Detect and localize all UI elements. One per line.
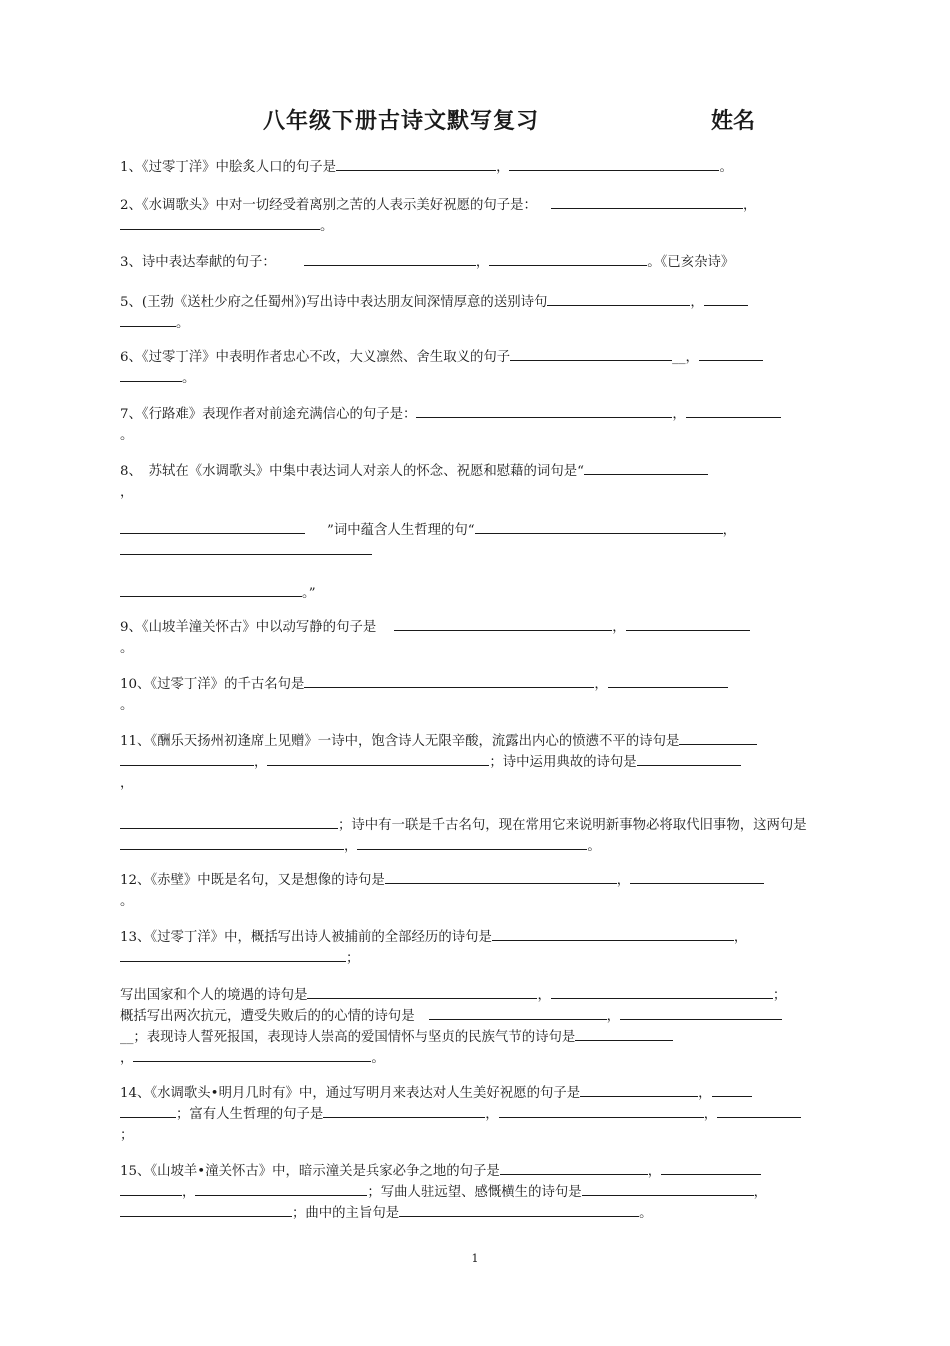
answer-blank[interactable] (195, 1182, 367, 1196)
answer-blank[interactable] (399, 1203, 639, 1217)
answer-blank[interactable] (584, 461, 708, 475)
question-3: 3、诗中表达奉献的句子： ， 。《已亥杂诗》 (120, 252, 832, 273)
question-5: 5、(王勃《送杜少府之任蜀州》)写出诗中表达朋友间深情厚意的送别诗句 ， 。 (120, 292, 832, 334)
answer-blank[interactable] (120, 216, 320, 230)
question-2: 2、《水调歌头》中对一切经受着离别之苦的人表示美好祝愿的句子是： ， 。 (120, 195, 832, 237)
page-title: 八年级下册古诗文默写复习 (263, 109, 540, 134)
answer-blank[interactable] (304, 252, 476, 266)
question-text: 2、《水调歌头》中对一切经受着离别之苦的人表示美好祝愿的句子是： (120, 198, 537, 213)
answer-blank[interactable] (120, 815, 338, 829)
answer-blank[interactable] (357, 836, 587, 850)
answer-blank[interactable] (336, 157, 496, 171)
answer-blank[interactable] (307, 985, 537, 999)
answer-blank[interactable] (394, 617, 612, 631)
answer-blank[interactable] (637, 752, 741, 766)
answer-blank[interactable] (323, 1104, 485, 1118)
answer-blank[interactable] (551, 195, 743, 209)
answer-blank[interactable] (661, 1161, 761, 1175)
answer-blank[interactable] (509, 157, 719, 171)
question-12: 12、《赤壁》中既是名句，又是想像的诗句是 ， 。 (120, 870, 832, 912)
question-text: 10、《过零丁洋》的千古名句是 (120, 677, 305, 692)
question-8: 8、 苏轼在《水调歌头》中集中表达词人对亲人的怀念、祝愿和慰藉的词句是“ ， (120, 461, 832, 503)
answer-blank[interactable] (429, 1006, 607, 1020)
answer-blank[interactable] (489, 252, 647, 266)
question-text: 11、《酬乐天扬州初逢席上见赠》一诗中，饱含诗人无限辛酸，流露出内心的愤懑不平的诗句是 (120, 734, 680, 749)
question-text: 6、《过零丁洋》中表明作者忠心不改，大义凛然、舍生取义的句子 (120, 350, 511, 365)
answer-blank[interactable] (120, 520, 305, 534)
answer-blank[interactable] (500, 1161, 648, 1175)
answer-blank[interactable] (510, 347, 672, 361)
question-text: 3、诗中表达奉献的句子： (120, 255, 276, 270)
answer-blank[interactable] (679, 731, 757, 745)
answer-blank[interactable] (120, 1104, 176, 1118)
answer-blank[interactable] (499, 1104, 704, 1118)
answer-blank[interactable] (133, 1048, 371, 1062)
answer-blank[interactable] (120, 948, 346, 962)
answer-blank[interactable] (580, 1083, 698, 1097)
answer-blank[interactable] (120, 752, 254, 766)
question-10: 10、《过零丁洋》的千古名句是 ， 。 (120, 674, 832, 716)
question-text: 1、《过零丁洋》中脍炙人口的句子是 (120, 160, 337, 175)
question-9: 9、《山坡羊潼关怀古》中以动写静的句子是 ， 。 (120, 617, 832, 659)
question-text: 14、《水调歌头•明月几时有》中，通过写明月来表达对人生美好祝愿的句子是 (120, 1086, 581, 1101)
question-7: 7、《行路难》表现作者对前途充满信心的句子是： ， 。 (120, 404, 832, 446)
answer-blank[interactable] (120, 1182, 182, 1196)
question-text: 8、 苏轼在《水调歌头》中集中表达词人对亲人的怀念、祝愿和慰藉的词句是“ (120, 464, 584, 479)
name-label: 姓名 (711, 109, 756, 134)
answer-blank[interactable] (699, 347, 763, 361)
answer-blank[interactable] (686, 404, 781, 418)
question-1: 1、《过零丁洋》中脍炙人口的句子是 ， 。 (120, 157, 832, 178)
answer-blank[interactable] (267, 752, 489, 766)
answer-blank[interactable] (575, 1027, 673, 1041)
question-14: 14、《水调歌头•明月几时有》中，通过写明月来表达对人生美好祝愿的句子是 ， ；富有人生哲理的句子是 ， ， ； (120, 1083, 832, 1146)
page-number: 1 (471, 1252, 479, 1265)
answer-blank[interactable] (416, 404, 672, 418)
question-text: 7、《行路难》表现作者对前途充满信心的句子是： (120, 407, 417, 422)
answer-blank[interactable] (547, 292, 690, 306)
question-15: 15、《山坡羊•潼关怀古》中，暗示潼关是兵家必争之地的句子是 ， ， ；写曲人驻远望、感慨横生的诗句是 ， ；曲中的主旨句是 。 (120, 1161, 832, 1224)
question-text: 5、(王勃《送杜少府之任蜀州》)写出诗中表达朋友间深情厚意的送别诗句 (120, 295, 548, 310)
answer-blank[interactable] (717, 1104, 801, 1118)
answer-blank[interactable] (626, 617, 750, 631)
answer-blank[interactable] (608, 674, 728, 688)
answer-blank[interactable] (120, 836, 344, 850)
answer-blank[interactable] (475, 520, 723, 534)
answer-blank[interactable] (120, 541, 372, 555)
answer-blank[interactable] (712, 1083, 752, 1097)
question-text: 15、《山坡羊•潼关怀古》中，暗示潼关是兵家必争之地的句子是 (120, 1164, 500, 1179)
question-13-continued: 写出国家和个人的境遇的诗句是 ， ； 概括写出两次抗元，遭受失败后的的心情的诗句是 ， __；表现诗人誓死报国，表现诗人崇高的爱国情怀与坚贞的民族气节的诗句是 ， 。 (120, 985, 832, 1069)
question-11: 11、《酬乐天扬州初逢席上见赠》一诗中，饱含诗人无限辛酸，流露出内心的愤懑不平的诗句是 ， ；诗中运用典故的诗句是 ， ；诗中有一联是千古名句，现在常用它来说明新事物必将取代旧事物，这两句是， 。 (120, 731, 846, 857)
answer-blank[interactable] (120, 368, 182, 382)
question-text: 13、《过零丁洋》中，概括写出诗人被捕前的全部经历的诗句是 (120, 930, 492, 945)
answer-blank[interactable] (120, 313, 176, 327)
answer-blank[interactable] (551, 985, 773, 999)
question-8-continued: ”词中蕴含人生哲理的句“ ， 。” (120, 520, 832, 604)
answer-blank[interactable] (582, 1182, 754, 1196)
answer-blank[interactable] (304, 674, 594, 688)
answer-blank[interactable] (492, 927, 734, 941)
question-text: 9、《山坡羊潼关怀古》中以动写静的句子是 (120, 620, 377, 635)
question-6: 6、《过零丁洋》中表明作者忠心不改，大义凛然、舍生取义的句子 __， 。 (120, 347, 832, 389)
answer-blank[interactable] (120, 583, 302, 597)
answer-blank[interactable] (620, 1006, 782, 1020)
answer-blank[interactable] (120, 1203, 292, 1217)
answer-blank[interactable] (704, 292, 748, 306)
answer-blank[interactable] (385, 870, 617, 884)
question-text: 12、《赤壁》中既是名句，又是想像的诗句是 (120, 873, 385, 888)
question-13: 13、《过零丁洋》中，概括写出诗人被捕前的全部经历的诗句是 ， ； (120, 927, 832, 969)
answer-blank[interactable] (630, 870, 764, 884)
